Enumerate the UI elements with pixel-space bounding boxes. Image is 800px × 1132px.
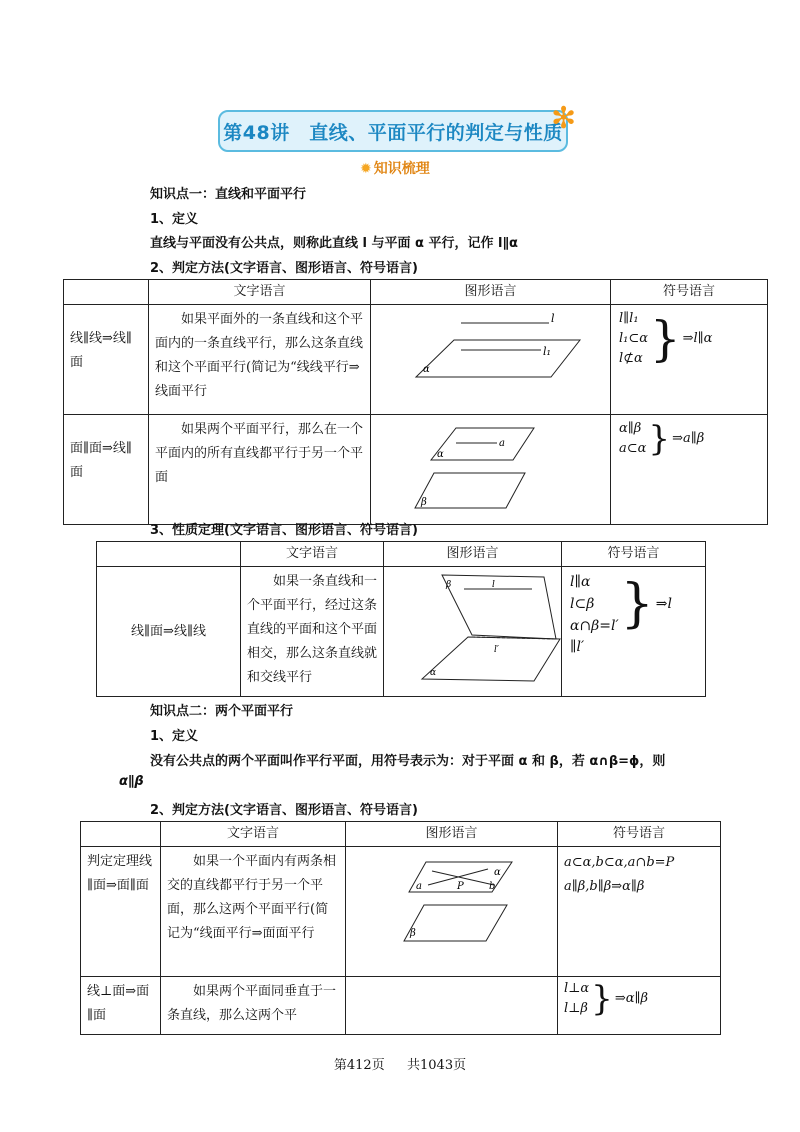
symbol-group — [558, 977, 720, 1021]
symbol-conclusion: ⇒α∥β — [614, 991, 649, 1006]
row-description: 如果一条直线和一个平面平行，经过这条直线的平面和这个平面相交，那么这条直线就和交线平行 — [247, 574, 378, 685]
condition: α∩β=l′ — [570, 618, 619, 634]
label-alpha: α — [423, 364, 430, 375]
kp1-method-heading: 2、判定方法(文字语言、图形语言、符号语言) — [150, 261, 418, 276]
condition: l∥α — [570, 574, 591, 590]
brace-icon: } — [620, 574, 654, 634]
condition: l⊥β — [564, 1001, 588, 1016]
table-row-symbol — [611, 415, 768, 525]
kp2-heading: 知识点二：两个平面平行 — [150, 704, 294, 719]
table-header-text: 文字语言 — [149, 280, 371, 305]
table-header-symbol: 符号语言 — [558, 822, 721, 847]
table-header-text: 文字语言 — [161, 822, 346, 847]
label-beta: β — [410, 928, 416, 939]
label-a: a — [499, 438, 505, 449]
condition: l⊂β — [570, 596, 595, 612]
sun-icon: ✹ — [360, 161, 372, 177]
table-header-figure: 图形语言 — [384, 542, 562, 567]
table-row-symbol — [558, 847, 721, 977]
label-alpha: α — [430, 668, 437, 678]
condition: a⊂α — [619, 441, 647, 456]
condition: l₁⊂α — [619, 331, 649, 346]
table-row-name — [97, 567, 241, 697]
intersecting-planes-figure — [384, 567, 562, 687]
label-l-prime: l′ — [494, 645, 499, 655]
table-row-name — [64, 415, 149, 525]
table-row-text — [161, 847, 346, 977]
label-beta: β — [446, 580, 452, 590]
table-row-text — [161, 977, 346, 1035]
kp2-def-text-cont: α∥β — [119, 774, 144, 789]
label-a: a — [416, 881, 422, 892]
brace-icon: } — [650, 311, 681, 367]
label-b: b — [489, 881, 496, 892]
symbol-conclusion: ⇒l∥α — [682, 331, 713, 346]
table-row-figure — [371, 415, 611, 525]
kp2-def-heading: 1、定义 — [150, 729, 199, 744]
table-header-figure: 图形语言 — [371, 280, 611, 305]
label-l: l — [551, 312, 555, 325]
table-row-symbol — [562, 567, 706, 697]
symbol-conclusion: ⇒l — [655, 596, 672, 612]
symbol-group — [558, 847, 720, 903]
table-plane-plane-parallel-criteria — [80, 821, 721, 1035]
label-alpha: α — [437, 449, 444, 460]
kp1-heading: 知识点一：直线和平面平行 — [150, 187, 307, 202]
row-name-text: 线⊥面⇒面∥面 — [87, 984, 150, 1023]
table-row-text — [241, 567, 384, 697]
section-label: 知识梳理 — [373, 161, 430, 177]
table-header-symbol: 符号语言 — [562, 542, 706, 567]
table-property-theorem — [96, 541, 706, 697]
table-header-text: 文字语言 — [241, 542, 384, 567]
parallel-planes-figure — [371, 415, 611, 515]
symbol-conditions — [619, 419, 646, 459]
table-row-name — [64, 305, 149, 415]
condition: l⊥α — [564, 981, 590, 996]
line-parallel-plane-figure — [371, 305, 611, 405]
brace-icon: } — [591, 979, 613, 1019]
row-description: 如果平面外的一条直线和这个平面内的一条直线平行，那么这条直线和这个平面平行(简记为“线线平行⇒线面平行 — [155, 312, 364, 399]
kp1-def-text: 直线与平面没有公共点，则称此直线 l 与平面 α 平行，记作 l∥α — [150, 236, 518, 251]
table-row-name — [81, 847, 161, 977]
symbol-conclusion: ⇒a∥β — [672, 431, 705, 446]
row-description: 如果两个平面平行，那么在一个平面内的所有直线都平行于另一个平面 — [155, 422, 364, 485]
table-header-blank — [81, 822, 161, 847]
table-row-symbol — [611, 305, 768, 415]
brace-icon: } — [648, 419, 671, 459]
symbol-conditions — [570, 571, 619, 637]
table-row-name — [81, 977, 161, 1035]
page-title: 第48讲 直线、平面平行的判定与性质 — [223, 121, 563, 144]
page-number: 第412页 — [333, 1058, 385, 1073]
table-row-figure — [346, 847, 558, 977]
symbol-group — [611, 305, 767, 373]
table-row-text — [149, 305, 371, 415]
label-P: P — [457, 881, 464, 892]
kp2-method-heading: 2、判定方法(文字语言、图形语言、符号语言) — [150, 803, 418, 818]
condition: α∥β — [619, 421, 642, 436]
table-header-symbol: 符号语言 — [611, 280, 768, 305]
symbol-group — [611, 415, 767, 463]
symbol-group — [562, 567, 705, 637]
label-beta: β — [421, 497, 427, 508]
row-description: 如果一个平面内有两条相交的直线都平行于另一个平面，那么这两个平面平行(简记为“线面平行⇒面面平行 — [167, 854, 337, 941]
page-footer — [0, 1054, 800, 1073]
page-total: 共1043页 — [407, 1058, 467, 1073]
kp1-def-heading: 1、定义 — [150, 212, 199, 227]
label-l1: l₁ — [543, 345, 551, 358]
row-name-text: 线∥面⇒线∥线 — [131, 623, 206, 639]
table-row-figure — [346, 977, 558, 1035]
table-row-figure — [371, 305, 611, 415]
symbol-conditions — [564, 979, 589, 1019]
condition: l⊄α — [619, 351, 643, 366]
table-row-figure — [384, 567, 562, 697]
flower-icon: ✻ — [551, 101, 577, 136]
row-name-text: 面∥面⇒线∥面 — [70, 441, 132, 480]
symbol-tail: ∥l′ — [570, 639, 585, 655]
kp2-def-text: 没有公共点的两个平面叫作平行平面，用符号表示为：对于平面 α 和 β，若 α∩β=ϕ，则 — [150, 754, 666, 769]
table-row-text — [149, 415, 371, 525]
kp1-prop-heading: 3、性质定理(文字语言、图形语言、符号语言) — [150, 523, 418, 538]
title-banner — [218, 110, 568, 152]
condition: l∥l₁ — [619, 311, 639, 326]
condition: a∥β,b∥β⇒α∥β — [564, 879, 645, 894]
condition: a⊂α,b⊂α,a∩b=P — [564, 855, 675, 870]
two-lines-parallel-planes-figure — [346, 847, 558, 967]
table-header-blank — [97, 542, 241, 567]
table-row-symbol — [558, 977, 721, 1035]
table-header-blank — [64, 280, 149, 305]
table-line-plane-parallel-criteria — [63, 279, 768, 525]
label-l: l — [492, 580, 495, 590]
symbol-conditions — [619, 309, 648, 369]
label-alpha: α — [494, 867, 501, 878]
row-name-text: 线∥线⇒线∥面 — [70, 331, 132, 370]
section-heading — [360, 158, 430, 178]
row-description: 如果两个平面同垂直于一条直线，那么这两个平 — [167, 984, 337, 1023]
table-header-figure: 图形语言 — [346, 822, 558, 847]
row-name-text: 判定定理线∥面⇒面∥面 — [87, 854, 153, 893]
